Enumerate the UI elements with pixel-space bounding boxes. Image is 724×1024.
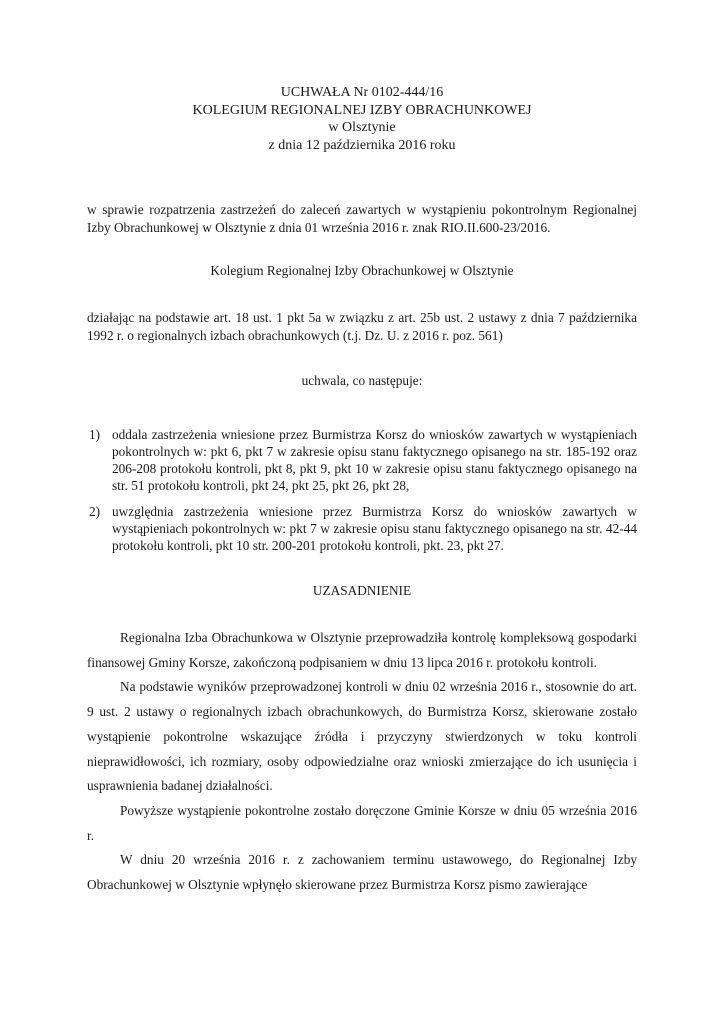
resolution-header bbox=[0, 84, 724, 154]
resolution-date: z dnia 12 października 2016 roku bbox=[268, 137, 456, 153]
list-item bbox=[87, 426, 637, 494]
issuing-location: w Olsztynie bbox=[328, 120, 396, 135]
resolves-line: uchwala, co następuje: bbox=[301, 373, 423, 388]
justification-paragraph: Powyższe wystąpienie pokontrolne zostało doręczone Gminie Korsze w dniu 05 września 2016 r. bbox=[87, 802, 637, 843]
justification-paragraph: Regionalna Izba Obrachunkowa w Olsztynie przeprowadziła kontrolę kompleksową gospodarki finansowej Gminy Korsze, zakończoną podpisaniem w dniu 13 lipca 2016 r. protokołu kontroli. bbox=[87, 630, 637, 670]
list-item-number: 2) bbox=[89, 504, 101, 519]
resolution-number: UCHWAŁA Nr 0102-444/16 bbox=[280, 85, 444, 100]
list-item-number: 1) bbox=[89, 427, 101, 442]
legal-basis: działając na podstawie art. 18 ust. 1 pkt 5a w związku z art. 25b ust. 2 ustawy z dnia 7 października 1992 r. o regionalnych izbach obrachunkowych (t.j. Dz. U. z 2016 r. poz. 561) bbox=[87, 310, 637, 343]
issuing-body: KOLEGIUM REGIONALNEJ IZBY OBRACHUNKOWEJ bbox=[192, 102, 532, 118]
justification-title: UZASADNIENIE bbox=[312, 583, 412, 598]
justification-paragraph: W dniu 20 września 2016 r. z zachowaniem terminu ustawowego, do Regionalnej Izby Obrachunkowej w Olsztynie wpłynęło skierowane przez Burmistrza Korsz pismo zawierające bbox=[87, 852, 637, 893]
justification-body bbox=[87, 626, 637, 898]
list-item-text: uwzględnia zastrzeżenia wniesione przez Burmistrza Korsz do wniosków zawartych w wystąpieniach pokontrolnych w: pkt 7 w zakresie opisu stanu faktycznego opisanego na str. 42-44 protokołu kontroli, pkt 10 str. 200-201 protokołu kontroli, pkt. 23, pkt 27. bbox=[112, 504, 637, 553]
justification-paragraph: Na podstawie wyników przeprowadzonej kontroli w dniu 02 września 2016 r., stosownie do art. 9 ust. 2 ustawy o regionalnych izbach obrachunkowych, do Burmistrza Korsz, skierowane zostało wystąpienie pokontrolne wskazujące źródła i przyczyny stwierdzonych w toku kontroli nieprawidłowości, ich rozmiary, osoby odpowiedzialne oraz wnioski zmierzające do ich usunięcia i usprawnienia badanej działalności. bbox=[87, 679, 637, 794]
list-item bbox=[87, 503, 637, 554]
issuer-line: Kolegium Regionalnej Izby Obrachunkowej w Olsztynie bbox=[210, 263, 514, 278]
list-item-text: oddala zastrzeżenia wniesione przez Burmistrza Korsz do wniosków zawartych w wystąpieniach pokontrolnych w: pkt 6, pkt 7 w zakresie opisu stanu faktycznego opisanego na str. 185-192 oraz 206-208 protokołu kontroli, pkt 8, pkt 9, pkt 10 w zakresie opisu stanu faktycznego opisanego na str. 51 protokołu kontroli, pkt 24, pkt 25, pkt 26, pkt 28, bbox=[112, 427, 637, 493]
resolution-subject: w sprawie rozpatrzenia zastrzeżeń do zaleceń zawartych w wystąpieniu pokontrolnym Regionalnej Izby Obrachunkowej w Olsztynie z dnia 01 września 2016 r. znak RIO.II.600-23/2016. bbox=[87, 202, 637, 235]
